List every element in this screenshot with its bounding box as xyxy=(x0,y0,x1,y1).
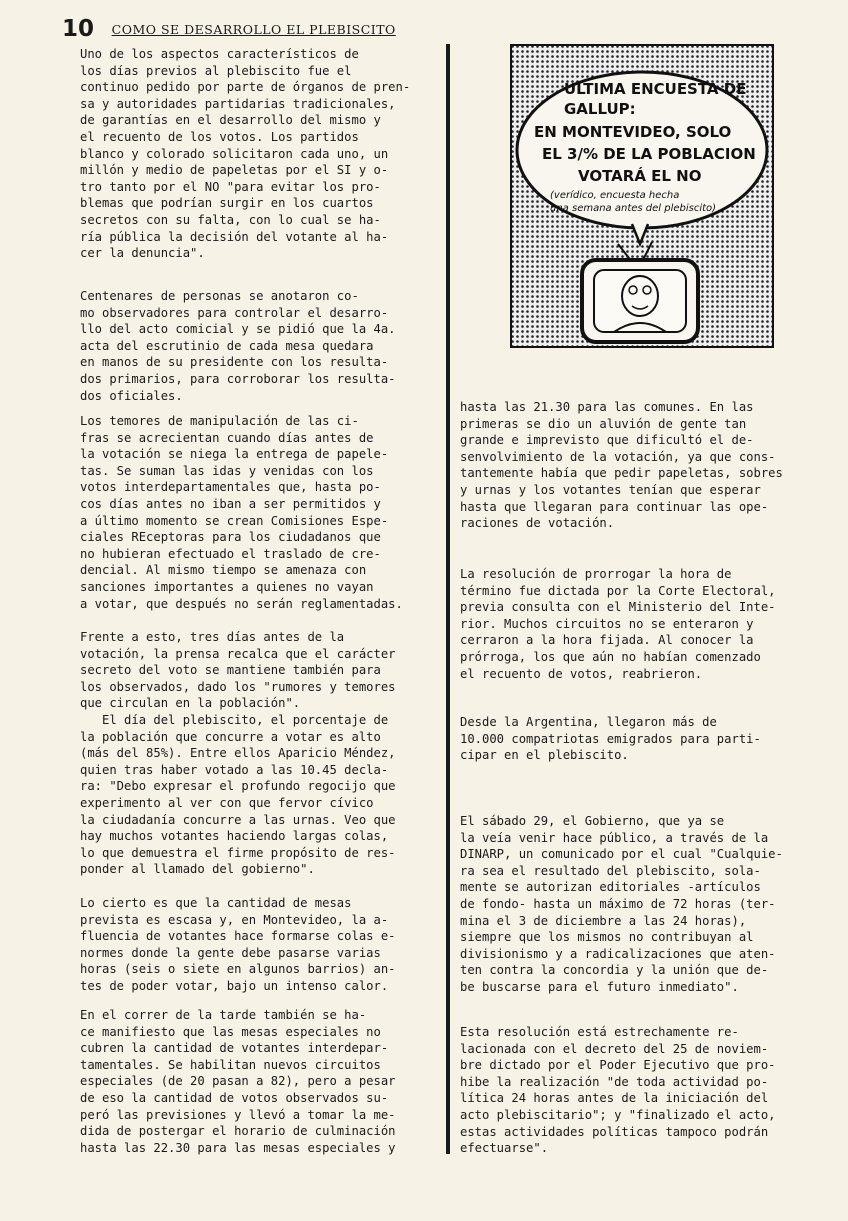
column-divider xyxy=(446,44,450,1154)
right-paragraph-3: Desde la Argentina, llegaron más de 10.000 compatriotas emigrados para parti- cipar en el plebiscito. xyxy=(460,715,761,763)
cartoon-line-4: EL 3/% DE LA POBLACION xyxy=(542,145,756,163)
left-paragraph-3: Los temores de manipulación de las ci- fras se acrecientan cuando días antes de la votación se niega la entrega de papele- tas. Se suman las idas y venidas con los votos interdepartamentales que, hasta po- cos días antes no iban a ser permitidos y a último momento se crean Comisiones Espe- ciales REceptoras para los ciudadanos que no hubieran efectuado el traslado de cre- dencial. Al mismo tiempo se amenaza con sanciones importantes a quienes no vayan a votar, que después no serán reglamentadas. xyxy=(80,414,403,611)
announcer-face xyxy=(622,276,658,316)
right-paragraph-5: Esta resolución está estrechamente re- lacionada con el decreto del 25 de noviem- bre dictado por el Poder Ejecutivo que pro- hibe la realización "de toda actividad po- lítica 24 horas antes de la iniciación del acto plebiscitario"; y "finalizado el acto, estas actividades políticas tampoco podrán efectuarse". xyxy=(460,1025,776,1156)
cartoon-note-2: una semana antes del plebiscito) xyxy=(550,203,717,214)
page-header xyxy=(62,16,396,42)
right-paragraph-2: La resolución de prorrogar la hora de término fue dictada por la Corte Electoral, previa consulta con el Ministerio del Inte- rior. Muchos circuitos no se enteraron y cerraron a la hora fijada. Al conocer la prórroga, los que aún no habían comenzado el recuento de votos, reabrieron. xyxy=(460,567,776,681)
left-paragraph-5: Lo cierto es que la cantidad de mesas prevista es escasa y, en Montevideo, la a- fluencia de votantes hace formarse colas e- normes donde la gente debe pasarse varias horas (seis o siete en algunos barrios) an- tes de poder votar, bajo un intenso calor. xyxy=(80,896,396,993)
left-paragraph-1: Uno de los aspectos característicos de los días previos al plebiscito fue el continuo pedido por parte de órganos de pren- sa y autoridades partidarias tradicionales, de garantías en el desarrollo del mismo y el recuento de los votos. Los partidos blanco y colorado solicitaron cada uno, un millón y medio de papeletas por el SI y o- tro tanto por el NO "para evitar los pro- blemas que podrían surgir en los cuartos secretos con su falta, con lo cual se ha- ría pública la decisión del votante al ha- cer la denuncia". xyxy=(80,47,411,261)
cartoon-line-2: GALLUP: xyxy=(564,100,636,118)
cartoon-note-1: (verídico, encuesta hecha xyxy=(550,190,680,201)
running-title: COMO SE DESARROLLO EL PLEBISCITO xyxy=(111,21,396,37)
page-number: 10 xyxy=(62,16,95,42)
cartoon-drawing xyxy=(510,44,774,348)
cartoon-line-1: ULTIMA ENCUESTA DE xyxy=(564,80,747,98)
right-paragraph-4: El sábado 29, el Gobierno, que ya se la veía venir hace público, a través de la DINARP, un comunicado por el cual "Cualquie- ra sea el resultado del plebiscito, sola- mente se autorizan editoriales -artículos de fondo- hasta un máximo de 72 horas (ter- mina el 3 de diciembre a las 24 horas), siempre que los mismos no contribuyan al divisionismo y a radicalizaciones que aten- ten contra la concordia y la unión que de- be buscarse para el futuro inmediato". xyxy=(460,814,783,994)
left-paragraph-2: Centenares de personas se anotaron co- mo observadores para controlar el desarro- llo del acto comicial y se pidió que la 4a. acta del escrutinio de cada mesa quedara en manos de su presidente con los resulta- dos primarios, para corroborar los resulta- dos oficiales. xyxy=(80,289,396,403)
gallup-cartoon xyxy=(510,44,774,348)
left-paragraph-6: En el correr de la tarde también se ha- ce manifiesto que las mesas especiales no cubren la cantidad de votantes interdepar- tamentales. Se habilitan nuevos circuitos especiales (de 20 pasan a 82), pero a pesar de eso la cantidad de votos observados su- peró las previsiones y llevó a tomar la me- dida de postergar el horario de culminación hasta las 22.30 para las mesas especiales y xyxy=(80,1008,396,1155)
right-paragraph-1: hasta las 21.30 para las comunes. En las primeras se dio un aluvión de gente tan grande e imprevisto que dificultó el de- senvolvimiento de la votación, ya que cons- tantemente había que pedir papeletas, sobres y urnas y los votantes tenían que esperar hasta que llegaran para continuar las ope- raciones de votación. xyxy=(460,400,783,531)
left-paragraph-4: Frente a esto, tres días antes de la votación, la prensa recalca que el carácter secreto del voto se mantiene también para los observados, dado los "rumores y temores que circulan en la población". El día del plebiscito, el porcentaje de la población que concurre a votar es alto (más del 85%). Entre ellos Aparicio Méndez, quien tras haber votado a las 10.45 decla- ra: "Debo expresar el profundo regocijo que experimento al ver con que fervor cívico la ciudadanía concurre a las urnas. Veo que hay muchos votantes haciendo largas colas, lo que demuestra el firme propósito de res- ponder al llamado del gobierno". xyxy=(80,630,396,877)
cartoon-line-3: EN MONTEVIDEO, SOLO xyxy=(534,123,732,141)
cartoon-line-5: VOTARÁ EL NO xyxy=(578,167,702,185)
